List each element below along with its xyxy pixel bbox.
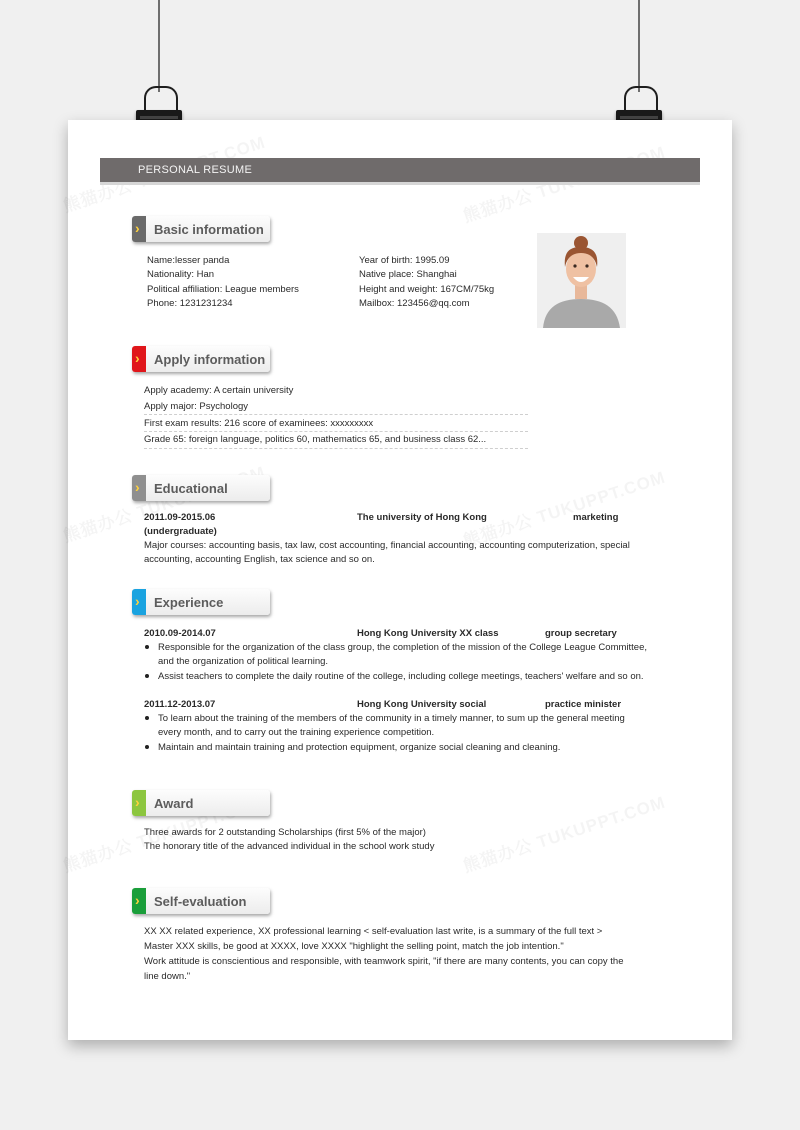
chevron-right-icon xyxy=(132,888,146,914)
section-header-experience xyxy=(132,589,270,615)
chevron-right-icon xyxy=(132,790,146,816)
experience-role: group secretary xyxy=(545,628,617,639)
watermark xyxy=(459,788,668,877)
section-header-self-evaluation xyxy=(132,888,270,914)
experience-bullet: every month, and to carry out the training experience competition. xyxy=(158,727,435,738)
section-title: Self-evaluation xyxy=(154,894,247,909)
divider xyxy=(144,414,528,415)
award-line: The honorary title of the advanced individual in the school work study xyxy=(144,841,435,852)
education-courses: accounting, accounting English, tax science and so on. xyxy=(144,554,375,565)
apply-major: Apply major: Psychology xyxy=(144,401,249,412)
experience-role: practice minister xyxy=(545,699,622,710)
bullet-icon xyxy=(145,645,149,649)
hanging-wire-right xyxy=(638,0,640,92)
self-evaluation-line: XX XX related experience, XX professional learning < self-evaluation last write, is a summary of the full text > xyxy=(144,926,603,937)
chevron-right-icon xyxy=(132,346,146,372)
experience-bullet: Maintain and maintain training and protection equipment, organize social cleaning and cleaning. xyxy=(158,742,561,753)
bullet-icon xyxy=(145,674,149,678)
chevron-right-icon xyxy=(132,475,146,501)
self-evaluation-line: line down." xyxy=(144,971,191,982)
apply-academy: Apply academy: A certain university xyxy=(144,385,294,396)
award-line: Three awards for 2 outstanding Scholarships (first 5% of the major) xyxy=(144,827,426,838)
experience-bullet: and the organization of political learning. xyxy=(158,656,329,667)
education-date: 2011.09-2015.06 xyxy=(144,512,216,523)
section-title: Educational xyxy=(154,481,228,496)
chevron-right-icon xyxy=(132,216,146,242)
experience-date: 2010.09-2014.07 xyxy=(144,628,216,639)
self-evaluation-line: Work attitude is conscientious and responsible, with teamwork spirit, "if there are many contents, you can copy the xyxy=(144,956,624,967)
bullet-icon xyxy=(145,745,149,749)
experience-bullet: Assist teachers to complete the daily routine of the college, including college meetings, teachers' welfare and so on. xyxy=(158,671,644,682)
divider xyxy=(144,448,528,449)
basic-native: Native place: Shanghai xyxy=(359,269,457,280)
education-major: marketing xyxy=(573,512,619,523)
section-header-award xyxy=(132,790,270,816)
section-title: Apply information xyxy=(154,352,266,367)
experience-bullet: To learn about the training of the members of the community in a timely manner, to sum up the general meeting xyxy=(158,713,625,724)
basic-height-weight: Height and weight: 167CM/75kg xyxy=(359,284,495,295)
experience-org: Hong Kong University XX class xyxy=(357,628,499,639)
education-courses: Major courses: accounting basis, tax law, cost accounting, financial accounting, accounting computerization, special xyxy=(144,540,630,551)
basic-birth: Year of birth: 1995.09 xyxy=(359,255,450,266)
basic-political: Political affiliation: League members xyxy=(147,284,299,295)
divider xyxy=(144,431,528,432)
education-degree: (undergraduate) xyxy=(144,526,217,537)
profile-photo xyxy=(537,233,626,328)
section-header-basic-information xyxy=(132,216,270,242)
resume-banner xyxy=(100,158,700,182)
hanging-wire-left xyxy=(158,0,160,92)
apply-grade: Grade 65: foreign language, politics 60, mathematics 65, and business class 62... xyxy=(144,434,487,445)
banner-title: PERSONAL RESUME xyxy=(138,164,253,176)
apply-exam: First exam results: 216 score of examinees: xxxxxxxxx xyxy=(144,418,374,429)
experience-bullet: Responsible for the organization of the class group, the completion of the mission of the College League Committee, xyxy=(158,642,648,653)
chevron-right-icon xyxy=(132,589,146,615)
section-header-apply-information xyxy=(132,346,270,372)
basic-name: Name:lesser panda xyxy=(147,255,230,266)
person-portrait-icon xyxy=(537,233,626,328)
bullet-icon xyxy=(145,716,149,720)
section-title: Experience xyxy=(154,595,224,610)
section-title: Basic information xyxy=(154,222,264,237)
section-header-educational xyxy=(132,475,270,501)
education-school: The university of Hong Kong xyxy=(357,512,487,523)
self-evaluation-line: Master XXX skills, be good at XXXX, love XXXX "highlight the selling point, match the job intention." xyxy=(144,941,564,952)
basic-nationality: Nationality: Han xyxy=(147,269,215,280)
basic-mailbox: Mailbox: 123456@qq.com xyxy=(359,298,470,309)
section-title: Award xyxy=(154,796,194,811)
experience-org: Hong Kong University social xyxy=(357,699,487,710)
watermark xyxy=(459,138,668,227)
basic-phone: Phone: 1231231234 xyxy=(147,298,233,309)
resume-paper xyxy=(68,120,732,1040)
experience-date: 2011.12-2013.07 xyxy=(144,699,216,710)
